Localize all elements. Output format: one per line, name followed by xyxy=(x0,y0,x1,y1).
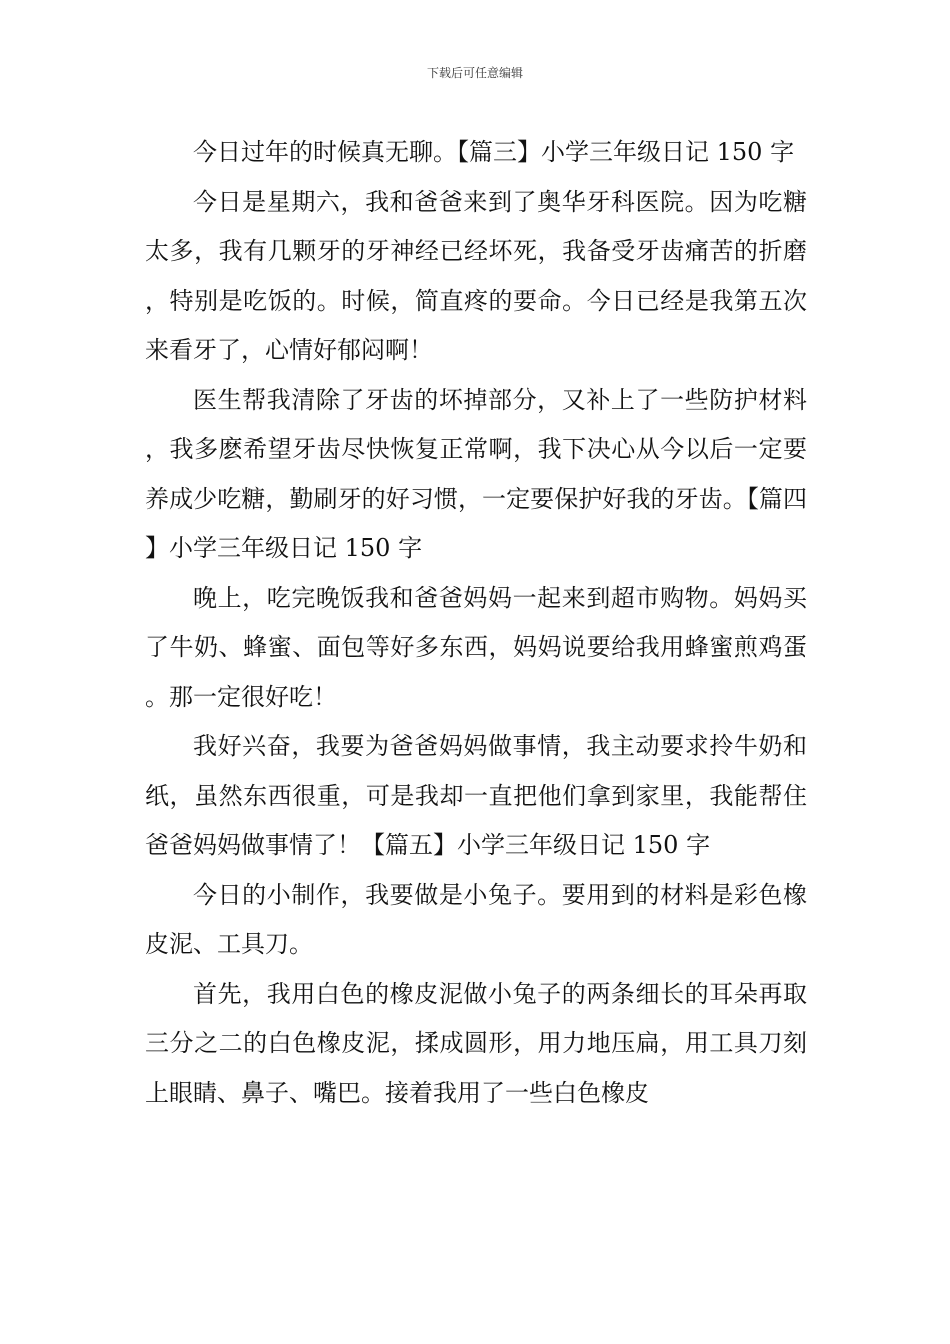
paragraph: 我好兴奋，我要为爸爸妈妈做事情，我主动要求拎牛奶和纸，虽然东西很重，可是我却一直把他们拿到家里，我能帮住爸爸妈妈做事情了！【篇五】小学三年级日记 150 字 xyxy=(145,732,807,859)
paragraph: 首先，我用白色的橡皮泥做小兔子的两条细长的耳朵再取三分之二的白色橡皮泥，揉成圆形，用力地压扁，用工具刀刻上眼睛、鼻子、嘴巴。接着我用了一些白色橡皮 xyxy=(145,979,807,1107)
paragraph: 今日过年的时候真无聊。【篇三】小学三年级日记 150 字 xyxy=(193,138,795,166)
paragraph: 医生帮我清除了牙齿的坏掉部分，又补上了一些防护材料，我多麽希望牙齿尽快恢复正常啊，我下决心从今以后一定要养成少吃糖，勤刷牙的好习惯，一定要保护好我的牙齿。【篇四】小学三年级日记 150 字 xyxy=(145,385,807,562)
paragraph: 晚上，吃完晚饭我和爸爸妈妈一起来到超市购物。妈妈买了牛奶、蜂蜜、面包等好多东西，妈妈说要给我用蜂蜜煎鸡蛋。那一定很好吃！ xyxy=(145,583,807,711)
document-body xyxy=(145,128,807,1118)
page-header: 下载后可任意编辑 xyxy=(426,66,523,80)
paragraph: 今日是星期六，我和爸爸来到了奥华牙科医院。因为吃糖太多，我有几颗牙的牙神经已经坏死，我备受牙齿痛苦的折磨，特别是吃饭的。时候，简直疼的要命。今日已经是我第五次来看牙了，心情好郁闷啊！ xyxy=(145,187,807,364)
paragraph: 今日的小制作，我要做是小兔子。要用到的材料是彩色橡皮泥、工具刀。 xyxy=(145,880,807,958)
